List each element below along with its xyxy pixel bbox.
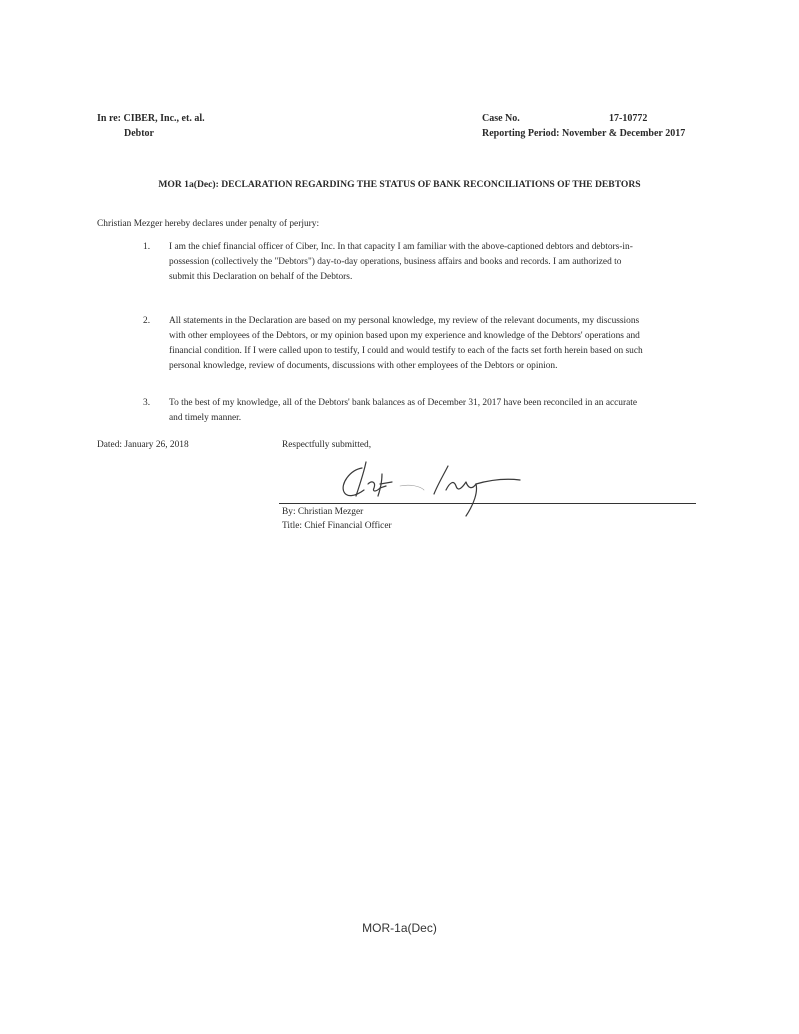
reporting-period: Reporting Period: November & December 2017 xyxy=(482,128,686,139)
case-no-label: Case No. xyxy=(482,113,520,124)
document-title: MOR 1a(Dec): DECLARATION REGARDING THE STATUS OF BANK RECONCILIATIONS OF THE DEBTORS xyxy=(158,179,641,190)
respectfully-submitted: Respectfully submitted, xyxy=(282,440,372,450)
item-line: financial condition. If I were called upon to testify, I could and would testify to each of the facts set forth herein based on such xyxy=(169,346,643,356)
footer-page-label: MOR-1a(Dec) xyxy=(362,921,437,935)
item-line: and timely manner. xyxy=(169,413,242,423)
item-paragraph xyxy=(169,240,694,285)
item-number: 2. xyxy=(143,316,151,326)
item-line: personal knowledge, review of documents, discussions with other employees of the Debtors or opinion. xyxy=(169,361,558,371)
item-line: with other employees of the Debtors, or my opinion based upon my experience and knowledge of the Debtors' operations and xyxy=(169,331,640,341)
item-line: To the best of my knowledge, all of the Debtors' bank balances as of December 31, 2017 have been reconciled in an accurate xyxy=(169,398,638,408)
signer-title: Title: Chief Financial Officer xyxy=(282,521,392,531)
item-number: 3. xyxy=(143,398,151,408)
intro-statement: Christian Mezger hereby declares under penalty of perjury: xyxy=(97,219,320,229)
item-line: I am the chief financial officer of Ciber, Inc. In that capacity I am familiar with the above-captioned debtors and debtors-in- xyxy=(169,242,633,252)
signer-name: By: Christian Mezger xyxy=(282,507,364,517)
case-caption: In re: CIBER, Inc., et. al. xyxy=(97,113,205,124)
case-no-value: 17-10772 xyxy=(609,113,648,124)
item-paragraph xyxy=(169,396,694,426)
debtor-label: Debtor xyxy=(124,128,154,139)
item-number: 1. xyxy=(143,242,151,252)
item-line: All statements in the Declaration are based on my personal knowledge, my review of the relevant documents, my discussions xyxy=(169,316,640,326)
item-line: submit this Declaration on behalf of the Debtors. xyxy=(169,272,353,282)
item-paragraph xyxy=(169,314,694,374)
dated-line: Dated: January 26, 2018 xyxy=(97,440,189,450)
signature-line xyxy=(279,503,696,504)
item-line: possession (collectively the "Debtors") day-to-day operations, business affairs and books and records. I am authorized to xyxy=(169,257,622,267)
